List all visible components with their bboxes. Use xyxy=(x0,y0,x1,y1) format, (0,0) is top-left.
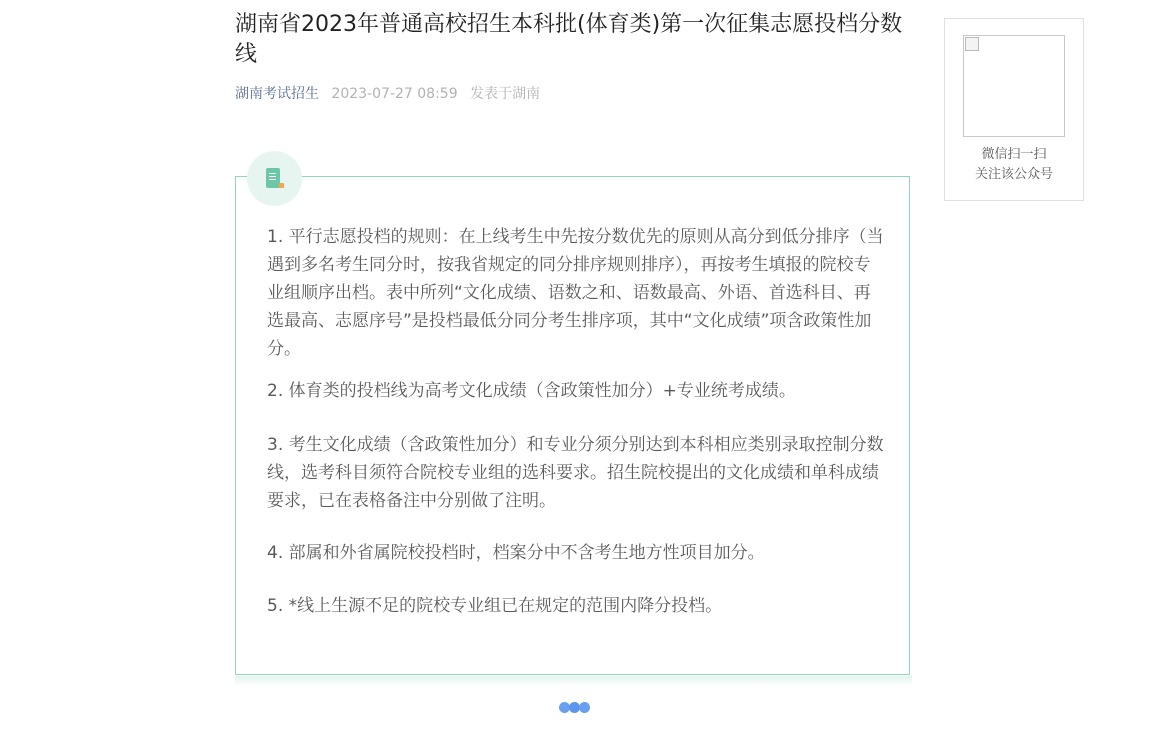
article-title: 湖南省2023年普通高校招生本科批(体育类)第一次征集志愿投档分数线 xyxy=(235,12,903,67)
publish-location: 发表于湖南 xyxy=(470,86,541,102)
loading-indicator xyxy=(559,702,591,713)
publish-date: 2023-07-27 08:59 xyxy=(331,86,458,102)
qr-code-image[interactable] xyxy=(963,35,1065,137)
note-item-4: 4. 部属和外省属院校投档时，档案分中不含考生地方性项目加分。 xyxy=(267,543,765,563)
loading-dot xyxy=(579,702,590,713)
note-item-2: 2. 体育类的投档线为高考文化成绩（含政策性加分）+专业统考成绩。 xyxy=(267,381,796,401)
notes-box-shadow xyxy=(235,676,912,686)
note-item-5: 5. *线上生源不足的院校专业组已在规定的范围内降分投档。 xyxy=(267,596,723,616)
author-link[interactable]: 湖南考试招生 xyxy=(235,86,319,102)
note-item-3: 3. 考生文化成绩（含政策性加分）和专业分须分别达到本科相应类别录取控制分数线，选考科目须符合院校专业组的选科要求。招生院校提出的文化成绩和单科成绩要求，已在表格备注中分别做了注明。 xyxy=(267,435,884,511)
qr-caption-follow: 关注该公众号 xyxy=(974,167,1053,182)
qr-card xyxy=(944,18,1084,201)
qr-caption-scan: 微信扫一扫 xyxy=(981,147,1047,162)
note-item-1: 1. 平行志愿投档的规则：在上线考生中先按分数优先的原则从高分到低分排序（当遇到多名考生同分时，按我省规定的同分排序规则排序），再按考生填报的院校专业组顺序出档。表中所列“文化成绩、语数之和、语数最高、外语、首选科目、再选最高、志愿序号”是投档最低分同分考生排序项，其中“文化成绩”项含政策性加分。 xyxy=(267,227,884,359)
article-meta xyxy=(235,84,540,104)
document-icon xyxy=(266,168,280,188)
